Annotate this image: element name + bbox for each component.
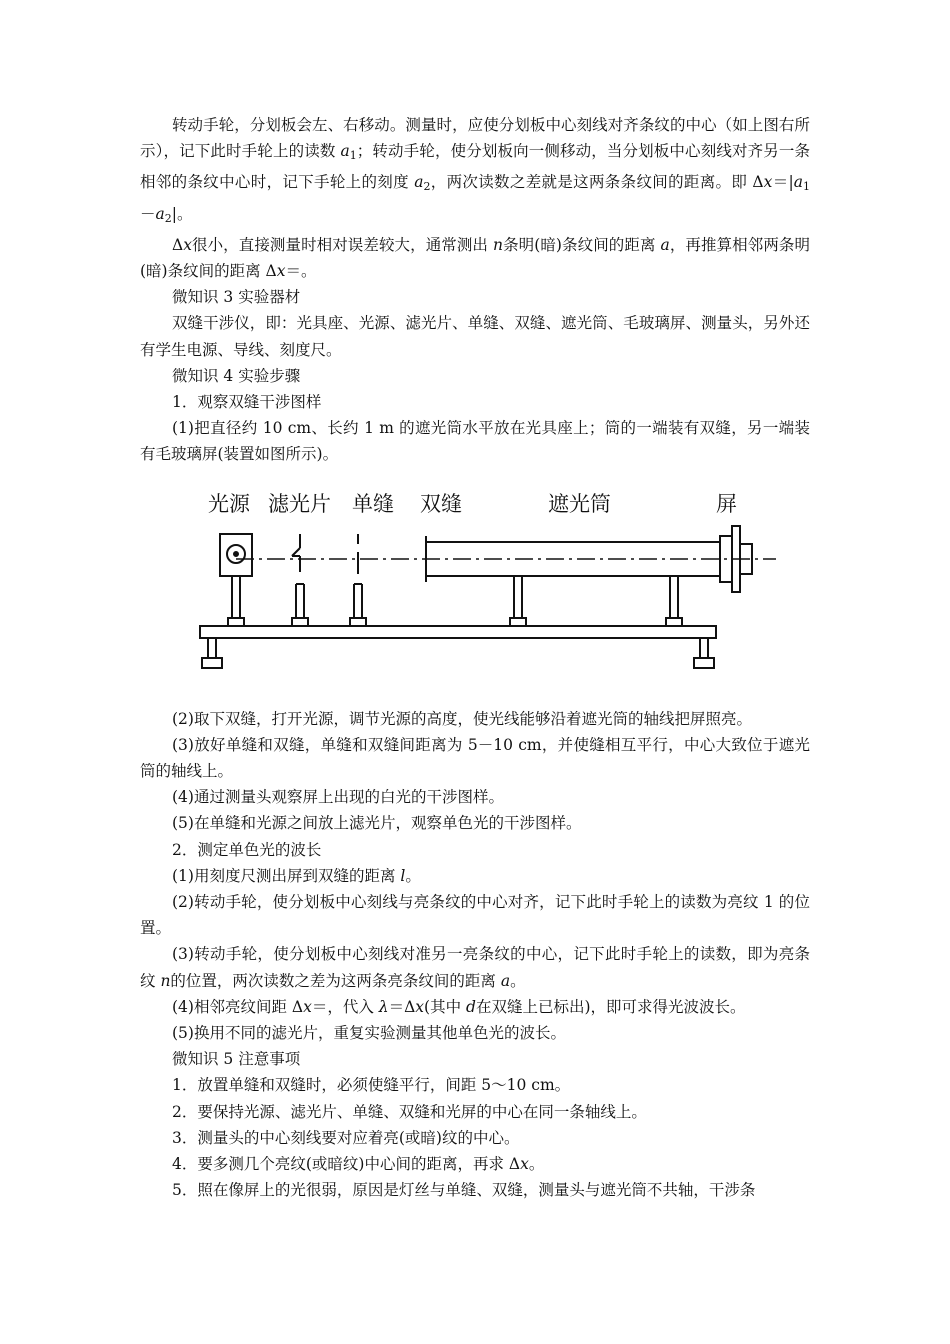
single-slit-element xyxy=(350,534,366,626)
heading-notes: 微知识 5 注意事项 xyxy=(172,1050,301,1069)
apparatus-drawing xyxy=(180,482,780,696)
paragraph-small-delta: Δx很小，直接测量时相对误差较大，通常测出 n条明(暗)条纹间的距离 a，再推算相邻两条明(暗)条纹间的距离 Δx＝。 xyxy=(140,235,810,281)
label-tube: 遮光筒 xyxy=(548,491,611,516)
note-1: 1．放置单缝和双缝时，必须使缝平行，间距 5～10 cm。 xyxy=(172,1076,571,1095)
paragraph-reading-method: 转动手轮，分划板会左、右移动。测量时，应使分划板中心刻线对齐条纹的中心（如上图右所示），记下此时手轮上的读数 $a_1$；转动手轮，使分划板向一侧移动，当分划板中心刻线对齐另一条相邻的条纹中心时，记下手轮上的刻度 $a_2$，两次读数之差就是这两条条纹间的距离。即 $\Delta x=|a_1-a_2|$。 xyxy=(140,116,810,225)
note-4: 4．要多测几个亮纹(或暗纹)中心间的距离，再求 Δx。 xyxy=(172,1155,545,1174)
step-heading-observe: 1．观察双缝干涉图样 xyxy=(172,393,322,412)
tube-body xyxy=(426,536,720,626)
step-2-5: (5)换用不同的滤光片，重复实验测量其他单色光的波长。 xyxy=(172,1024,566,1043)
document-page xyxy=(140,112,810,1204)
step-2-3: (3)转动手轮，使分划板中心刻线对准另一亮条纹的中心，记下此时手轮上的读数，即为亮条纹 n的位置，两次读数之差为这两条亮条纹间的距离 a。 xyxy=(140,945,810,990)
heading-equipment: 微知识 3 实验器材 xyxy=(172,288,301,307)
label-filter: 滤光片 xyxy=(268,491,331,516)
step-1-1: (1)把直径约 10 cm、长约 1 m 的遮光筒水平放在光具座上；筒的一端装有双缝，另一端装有毛玻璃屏(装置如图所示)。 xyxy=(140,419,810,464)
step-1-5: (5)在单缝和光源之间放上滤光片，观察单色光的干涉图样。 xyxy=(172,814,582,833)
label-double-slit: 双缝 xyxy=(420,491,462,516)
step-heading-wavelength: 2．测定单色光的波长 xyxy=(172,840,322,859)
step-2-2: (2)转动手轮，使分划板中心刻线与亮条纹的中心对齐，记下此时手轮上的读数为亮纹 1 的位置。 xyxy=(140,893,810,938)
apparatus-diagram xyxy=(140,482,810,696)
light-source-lamp xyxy=(220,534,252,626)
label-single-slit: 单缝 xyxy=(352,491,394,516)
step-1-4: (4)通过测量头观察屏上出现的白光的干涉图样。 xyxy=(172,788,504,807)
heading-steps: 微知识 4 实验步骤 xyxy=(172,366,301,385)
label-screen: 屏 xyxy=(716,491,737,516)
note-3: 3．测量头的中心刻线要对应着亮(或暗)纹的中心。 xyxy=(172,1128,520,1147)
step-2-4: (4)相邻亮纹间距 Δx＝，代入 λ＝Δx(其中 d在双缝上已标出)，即可求得光波波长。 xyxy=(172,997,746,1016)
note-2: 2．要保持光源、滤光片、单缝、双缝和光屏的中心在同一条轴线上。 xyxy=(172,1102,647,1121)
optical-bench xyxy=(200,626,716,638)
bench-foot-left xyxy=(202,638,222,668)
step-1-2: (2)取下双缝，打开光源，调节光源的高度，使光线能够沿着遮光筒的轴线把屏照亮。 xyxy=(172,709,752,728)
step-2-1: (1)用刻度尺测出屏到双缝的距离 l。 xyxy=(172,866,421,885)
step-1-3: (3)放好单缝和双缝，单缝和双缝间距离为 5－10 cm，并使缝相互平行，中心大致位于遮光筒的轴线上。 xyxy=(140,735,810,781)
filter-element xyxy=(292,534,308,626)
paragraph-equipment: 双缝干涉仪，即：光具座、光源、滤光片、单缝、双缝、遮光筒、毛玻璃屏、测量头，另外还有学生电源、导线、刻度尺。 xyxy=(140,314,810,359)
label-light-source: 光源 xyxy=(208,491,250,516)
bench-foot-right xyxy=(694,638,714,668)
note-5: 5．照在像屏上的光很弱，原因是灯丝与单缝、双缝，测量头与遮光筒不共轴，干涉条 xyxy=(172,1181,756,1200)
